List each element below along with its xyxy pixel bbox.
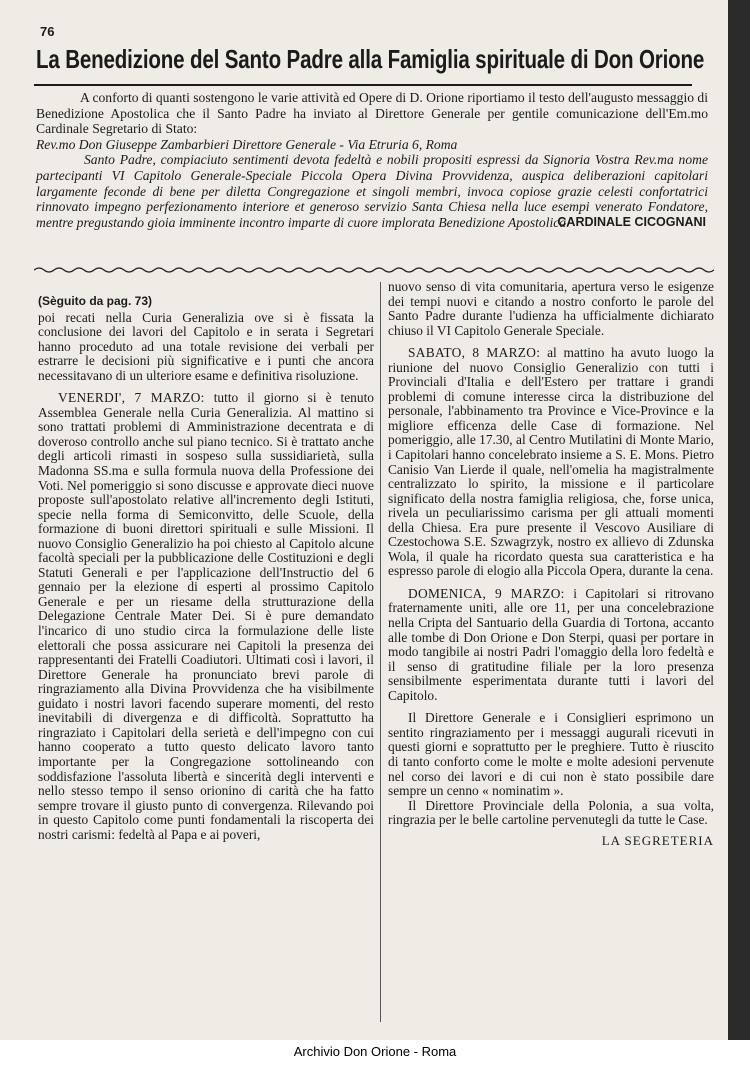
date-domenica: DOMENICA, 9 MARZO: xyxy=(408,585,565,601)
archive-footer: Archivio Don Orione - Roma xyxy=(0,1040,750,1066)
intro-block xyxy=(36,90,708,230)
right-paragraph-1: nuovo senso di vita comunitaria, apertura verso le esigenze dei tempi nuovi e citando a nostro conforto le parole del Santo Padre durante l'udienza ha ufficialmente dichiarato chiuso il VI Capitolo Generale Speciale. xyxy=(388,279,714,338)
cardinal-signature: CARDINALE CICOGNANI xyxy=(557,214,706,229)
papal-message: Santo Padre, compiaciuto sentimenti devota fedeltà e nobili propositi espressi da Signoria Vostra Rev.ma nome partecipanti VI Capitolo Generale-Speciale Piccola Opera Divina Provvidenza, auspica deliberazioni capitolari largamente feconde di bene per diletta Congregazione et singoli membri, invoca copiose grazie celesti confortatrici rinnovato impegno perfezionamento interiore et generoso servizio Santa Chiesa nella luce esempi venerato Fondatore, mentre pregustando gioia imminente incontro imparte di cuore implorata Benedizione Apostolica. xyxy=(36,152,708,230)
right-paragraph-2 xyxy=(388,346,714,579)
wavy-divider xyxy=(34,266,714,274)
left-paragraph-2-text: tutto il giorno si è tenuto Assemblea Generale nella Curia Generalizia. Al mattino si sono trattati problemi di Amministrazione decentrata e di doveroso controllo anche sul piano tecnico. Si è trattato anche degli articoli rimasti in sospeso sulla sussidiarietà, sulla Madonna SS.ma e sulla formula nuova della Professione dei Voti. Nel pomeriggio si sono discusse e approvate dieci nuove proposte sull'apostolato relative all'incremento degli Istituti, specie nella forma di Semiconvitto, delle Scuole, della formazione di buoni direttori spirituali e sulle Missioni. Il nuovo Consiglio Generalizio ha poi chiesto al Capitolo alcune facoltà speciali per la pubblicazione delle Costituzioni e degli Statuti Generali e per l'applicazione dell'Instructio del 6 gennaio per la elezione di esperti al prossimo Capitolo Generale e per un riesame della strutturazione della Delegazione Centrale Mater Dei. Si è pure demandato l'incarico di uno studio circa la formulazione delle liste elettorali che possa assicurare nei Capitoli la presenza dei rappresentanti dei Fratelli Coadiutori. Ultimati così i lavori, il Direttore Generale ha pronunciato brevi parole di ringraziamento alla Divina Provvidenza che ha visibilmente guidato i nostri lavori facendo superare momenti, del resto inevitabili di divergenza e di difficoltà. Soprattutto ha ringraziato i Capitolari della serietà e dell'impegno con cui hanno cooperato a tutto questo delicato lavoro tanto importante per la Congregazione sottolineando con soddisfazione l'assoluta libertà e sincerità degli interventi e nello stesso tempo il senso orionino di carità che ha fatto sempre trovare il giusto punto di convergenza. Rilevando poi in questo Capitolo come punti fondamentali la riscoperta dei nostri carismi: fedeltà al Papa e ai poveri, xyxy=(38,390,374,842)
right-paragraph-4: Il Direttore Generale e i Consiglieri esprimono un sentito ringraziamento per i messaggi augurali ricevuti in questi giorni e soprattutto per le preghiere. Tutto è riuscito di tanto conforto come le molte e molte adesioni pervenute nel corso dei lavori e di cui non è stato possibile dare sempre un cenno « nominatim ». xyxy=(388,710,714,799)
right-column xyxy=(388,280,714,848)
article-title: La Benedizione del Santo Padre alla Famiglia spirituale di Don Orione xyxy=(36,44,705,74)
right-paragraph-3 xyxy=(388,587,714,703)
intro-text: A conforto di quanti sostengono le varie attività ed Opere di D. Orione riportiamo il testo dell'augusto messaggio di Benedizione Apostolica che il Santo Padre ha inviato al Direttore Generale per gentile comunicazione dell'Em.mo Cardinale Segretario di Stato: xyxy=(36,90,709,137)
left-column xyxy=(38,294,374,842)
right-paragraph-2-text: al mattino ha avuto luogo la riunione del nuovo Consiglio Generalizio con tutti i Provinciali d'Italia e dell'Estero per trattare i grandi problemi di comune interesse circa la distribuzione del personale, l'abbinamento tra Province e Vice-Province e la migliore efficenza delle Case di formazione. Nel pomeriggio, alle 17.30, al Centro Mutilatini di Monte Mario, i Capitolari hanno concelebrato insieme a S. E. Mons. Pietro Canisio Van Lierde il quale, nell'omelia ha magistralmente centralizzato lo spirito, la missione e il particolare significato della nostra famiglia religiosa, che, forse unica, rivela un peculiarissimo carisma per gli attuali momenti della Chiesa. Era pure presente il Vescovo Ausiliare di Czestochowa S.E. Szwagrzyk, nostro ex allievo di Zdunska Wola, il quale ha ricordato questa sua caratteristica e ha espresso parole di elogio alla Piccola Opera, durante la cena. xyxy=(388,345,714,579)
secretariat-signoff: LA SEGRETERIA xyxy=(601,832,714,848)
recipient-address: Rev.mo Don Giuseppe Zambarbieri Direttore Generale - Via Etruria 6, Roma xyxy=(36,136,458,152)
left-paragraph-1: poi recati nella Curia Generalizia ove si è fissata la conclusione dei lavori del Capitolo e in serata i Segretari hanno proceduto ad una totale revisione dei verbali per estrarre le decisioni più significative e i punti che ancora necessitavano di un ulteriore esame e definitiva risoluzione. xyxy=(38,309,374,383)
date-venerdi: VENERDI', 7 MARZO: xyxy=(58,390,205,406)
title-rule xyxy=(34,84,692,86)
papal-message-block xyxy=(36,152,708,230)
page-number: 76 xyxy=(40,24,55,39)
continued-note: (Sèguito da pag. 73) xyxy=(38,294,153,308)
right-paragraph-5: Il Direttore Provinciale della Polonia, a sua volta, ringrazia per le belle cartoline pervenutegli da tutte le Case. xyxy=(388,797,714,828)
right-paragraph-3-text: i Capitolari si ritrovano fraternamente uniti, alle ore 11, per una concelebrazione nella Cripta del Santuario della Guardia di Tortona, accanto alle tombe di Don Orione e Don Sterpi, quasi per portare in modo tangibile ai nostri Padri l'omaggio della loro fedeltà e il senso di gratitudine filiale per la loro presenza sensibilmente esperimentata durante tutti i lavori del Capitolo. xyxy=(388,585,714,703)
left-paragraph-2 xyxy=(38,391,374,842)
date-sabato: SABATO, 8 MARZO: xyxy=(408,345,541,361)
book-spine xyxy=(728,0,750,1066)
column-divider xyxy=(380,282,381,1022)
